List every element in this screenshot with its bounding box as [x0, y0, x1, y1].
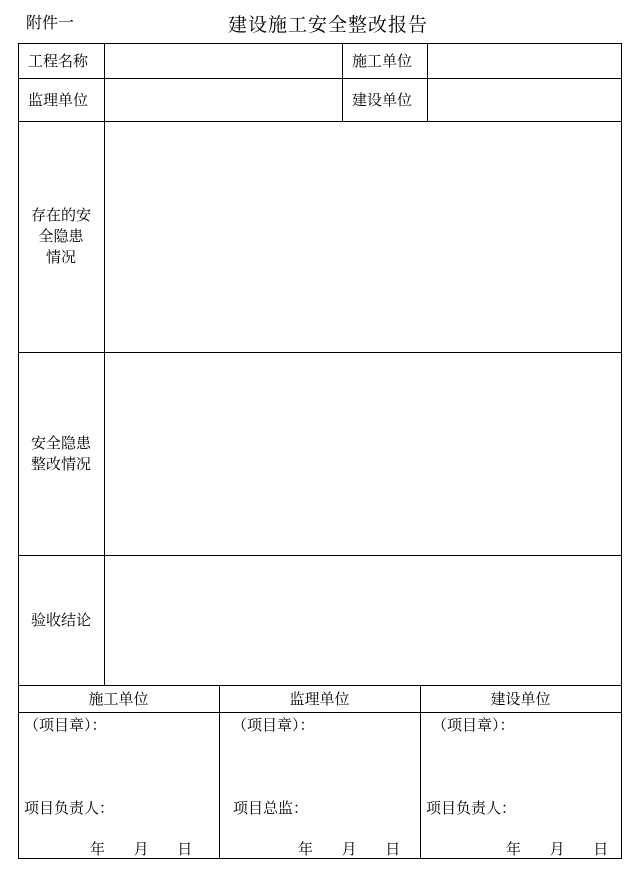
construction-unit-label: 施工单位: [352, 52, 413, 70]
project-name-field[interactable]: [105, 44, 342, 78]
sign-header-supervision: 监理单位: [289, 690, 350, 708]
hazard-situation-field[interactable]: [105, 122, 621, 352]
owner-unit-label: 建设单位: [352, 91, 413, 109]
label-line: 安全隐患: [30, 433, 91, 452]
project-manager-label: 项目负责人：: [24, 799, 115, 817]
label-line: 验收结论: [30, 610, 91, 629]
project-seal-label: （项目章）：: [432, 716, 515, 734]
report-title: 建设施工安全整改报告: [228, 14, 429, 36]
rectification-label: [18, 352, 104, 555]
project-seal-label: （项目章）：: [232, 716, 315, 734]
supervision-unit-field[interactable]: [105, 79, 342, 121]
date-label: 年 月 日: [90, 840, 193, 858]
label-line: 情况: [45, 248, 76, 266]
acceptance-conclusion-field[interactable]: [105, 556, 621, 685]
date-label: 年 月 日: [506, 840, 609, 858]
acceptance-conclusion-label: [18, 555, 104, 685]
label-line: 整改情况: [30, 454, 91, 473]
table-border-right: [621, 43, 622, 859]
project-seal-label: （项目章）：: [24, 716, 107, 734]
construction-unit-field[interactable]: [428, 44, 621, 78]
label-line: 存在的安: [30, 206, 91, 224]
label-line: 全隐患: [38, 227, 84, 245]
sign-header-construction: 施工单位: [88, 690, 149, 708]
sign-header-owner: 建设单位: [490, 690, 551, 708]
date-label: 年 月 日: [298, 840, 401, 858]
row-divider: [18, 712, 622, 713]
rectification-field[interactable]: [105, 353, 621, 555]
supervision-unit-label: 监理单位: [28, 91, 89, 109]
owner-unit-field[interactable]: [428, 79, 621, 121]
hazard-situation-label: [18, 121, 104, 352]
project-manager-label: 项目负责人：: [426, 799, 517, 817]
chief-supervisor-label: 项目总监：: [233, 799, 309, 817]
attachment-label: 附件一: [26, 13, 75, 32]
project-name-label: 工程名称: [28, 52, 89, 70]
